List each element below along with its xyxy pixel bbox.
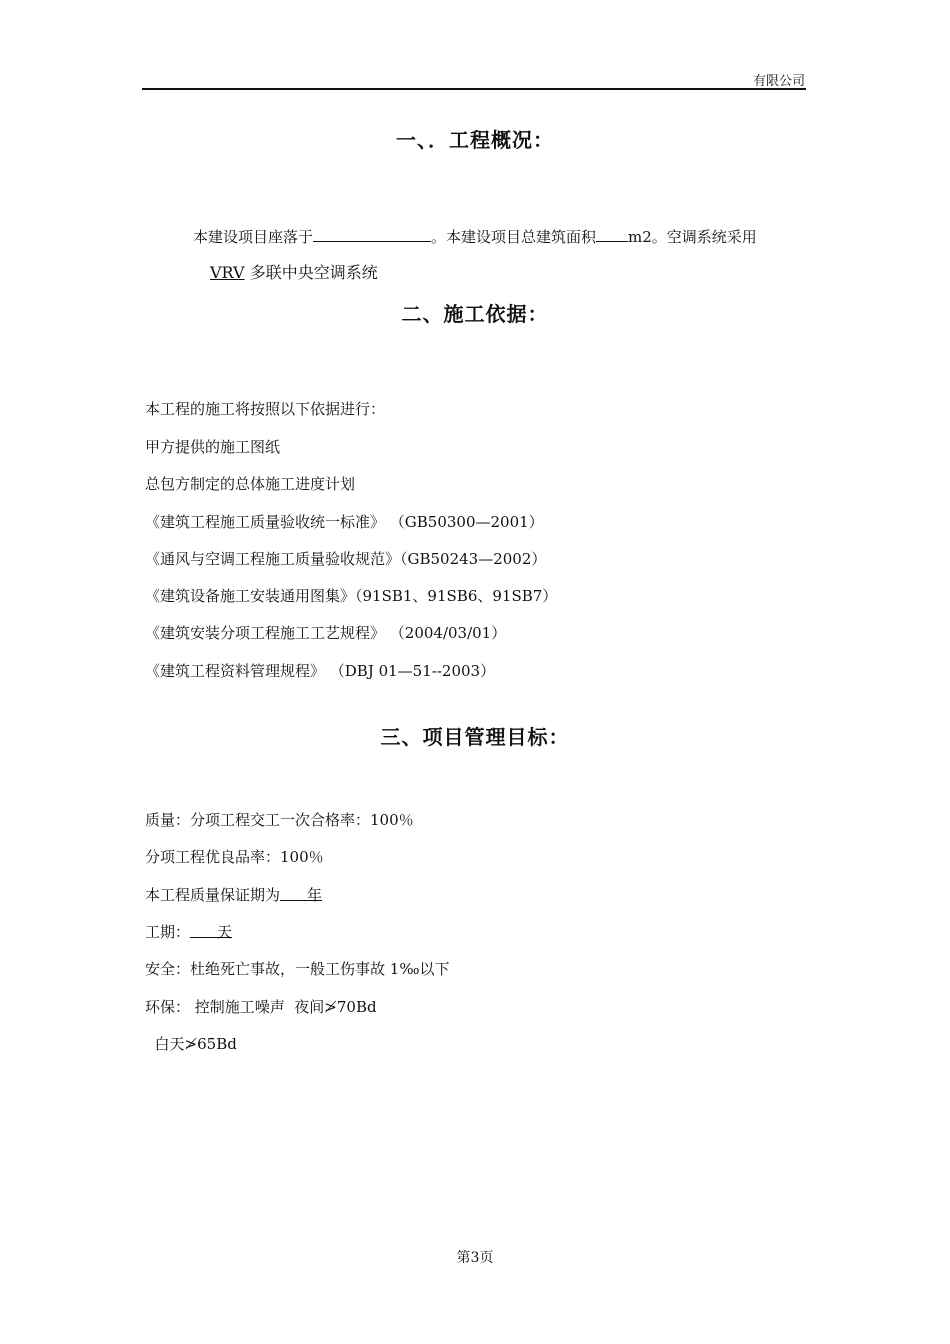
safety-line: 安全：杜绝死亡事故，一般工伤事故 1‰以下 (145, 960, 450, 978)
environment-line-1: 环保： 控制施工噪声 夜间≯70Bd (145, 998, 377, 1016)
quality-line-2: 分项工程优良品率：100％ (145, 848, 324, 866)
basis-line: 《建筑工程资料管理规程》 （DBJ 01—51--2003） (145, 662, 496, 680)
basis-line: 《建筑安装分项工程施工工艺规程》 （2004/03/01） (145, 624, 507, 642)
section-1-title: 一、．工程概况： (396, 128, 554, 152)
section-2-title: 二、施工依据： (401, 302, 549, 326)
environment-line-2: 白天≯65Bd (145, 1035, 237, 1053)
period-days-blank (190, 921, 233, 941)
basis-line: 《建筑工程施工质量验收统一标准》 （GB50300—2001） (145, 513, 544, 531)
location-blank (313, 225, 431, 242)
warranty-years-blank (280, 884, 323, 904)
quality-line-1: 质量：分项工程交工一次合格率：100％ (145, 811, 414, 829)
warranty-line (145, 884, 322, 905)
period-unit: 天 (217, 923, 233, 941)
basis-line: 总包方制定的总体施工进度计划 (145, 475, 356, 493)
page-number: 第3页 (456, 1250, 494, 1266)
area-blank (596, 225, 628, 242)
period-prefix: 工期： (145, 923, 191, 941)
intro-paragraph-line-2 (210, 260, 378, 283)
intro-text-area: 。本建设项目总建筑面积 (431, 228, 597, 246)
basis-line: 甲方提供的施工图纸 (145, 438, 281, 456)
header-rule (142, 88, 806, 90)
warranty-unit: 年 (307, 886, 323, 904)
vrv-text: VRV (210, 263, 245, 282)
basis-line: 《通风与空调工程施工质量验收规范》（GB50243—2002） (145, 550, 547, 568)
basis-line: 《建筑设备施工安装通用图集》（91SB1、91SB6、91SB7） (145, 587, 558, 605)
system-name-text: 多联中央空调系统 (249, 263, 378, 282)
intro-text-location: 本建设项目座落于 (193, 228, 314, 246)
intro-text-system: m2。空调系统采用 (628, 228, 757, 246)
section-3-title: 三、项目管理目标： (380, 725, 570, 749)
header-company-name: 有限公司 (752, 74, 805, 89)
intro-paragraph-line-1 (193, 225, 757, 247)
basis-line: 本工程的施工将按照以下依据进行： (145, 400, 386, 418)
warranty-prefix: 本工程质量保证期为 (145, 886, 281, 904)
period-line (145, 921, 232, 942)
